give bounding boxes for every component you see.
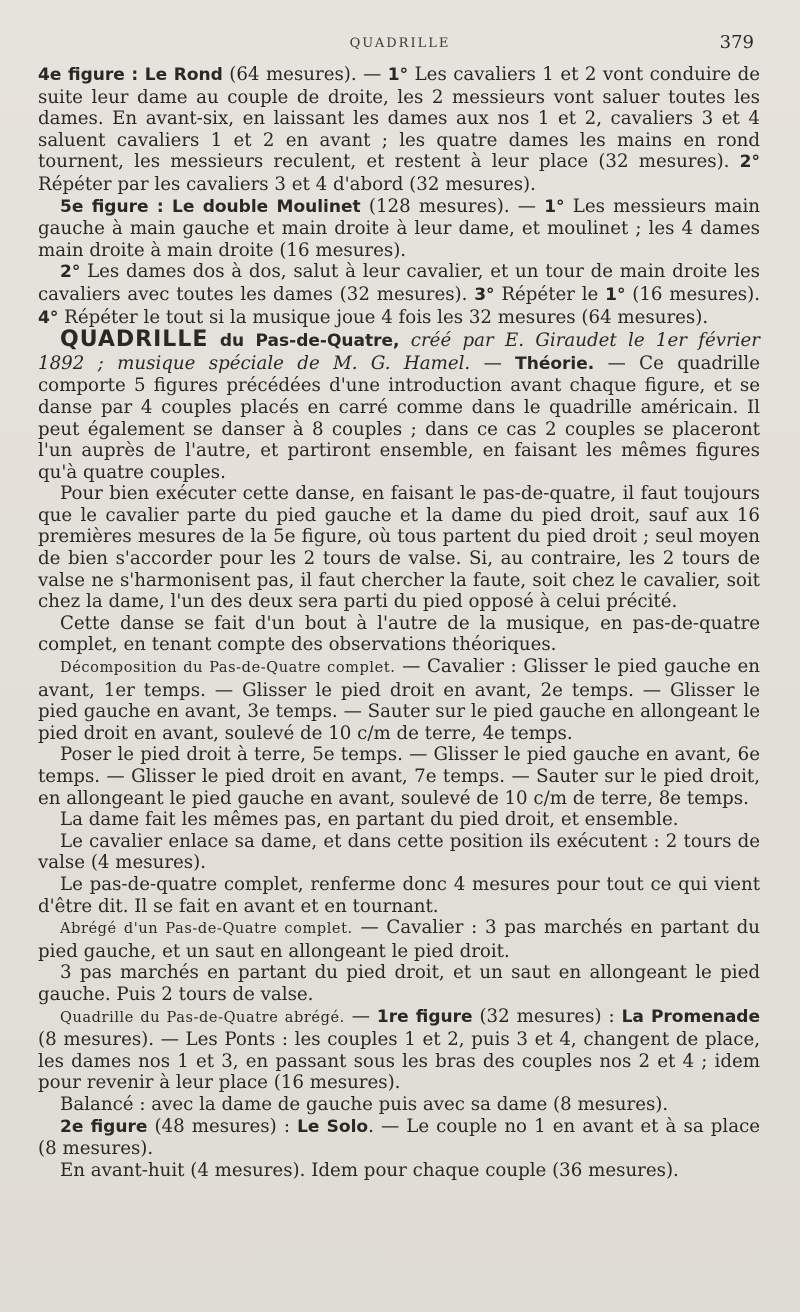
paragraph-la-dame — [38, 809, 760, 831]
text-run: Les dames dos à dos, salut à leur cavalier, et un tour de main droite les cavaliers avec toutes les dames (32 mesures). — [38, 261, 760, 305]
text-run: Répéter par les cavaliers 3 et 4 d'abord (32 mesures). — [38, 173, 536, 195]
paragraph-4e-figure-le-rond — [38, 64, 760, 196]
text-run: . — Le couple no 1 en avant et à sa place (8 mesures). — [38, 1115, 761, 1160]
text-run: 2° — [60, 262, 81, 283]
paragraph-en-avant-huit — [38, 1160, 760, 1182]
text-run: (48 mesures) : — [147, 1115, 298, 1137]
paragraph-cavalier-enlace — [38, 831, 760, 874]
text-run: Cette danse se fait d'un bout à l'autre de la musique, en pas-de-quatre complet, en tenant compte des observations théoriques. — [38, 612, 760, 656]
text-run: Abrégé d'un Pas-de-Quatre complet. — [60, 921, 353, 938]
text-run: En avant-huit (4 mesures). Idem pour chaque couple (36 mesures). — [60, 1159, 679, 1181]
text-run: 5e figure : Le double Moulinet — [60, 196, 361, 217]
text-run: Le cavalier enlace sa dame, et dans cette position ils exécutent : 2 tours de valse (4 mesures). — [38, 830, 760, 874]
text-run: créé par E. Giraudet le 1er février 1892 ; musique spéciale de M. G. Hamel. — [38, 330, 760, 374]
paragraph-moulinet-continued — [38, 261, 760, 329]
text-run: La Promenade — [621, 1006, 760, 1027]
page-body — [38, 64, 760, 1181]
text-run: Les messieurs main gauche à main gauche et main droite à leur dame, et moulinet ; les 4 dames main droite à main droite (16 mesures). — [38, 195, 760, 261]
paragraph-execution-advice — [38, 483, 760, 613]
text-run: (8 mesures). — Les Ponts : les couples 1 et 2, puis 3 et 4, changent de place, les dames nos 1 et 3, en passant sous les bras des couples nos 2 et 4 ; idem pour revenir à leur place (16 mesures). — [38, 1029, 760, 1094]
text-run: QUADRILLE — [60, 327, 209, 353]
paragraph-2e-figure-le-solo — [38, 1116, 760, 1160]
paragraph-trois-pas-marches — [38, 962, 760, 1005]
paragraph-pas-de-quatre-complet — [38, 874, 760, 917]
text-run: 1° — [387, 65, 409, 85]
text-run: (32 mesures) : — [472, 1005, 622, 1027]
paragraph-quadrille-abrege-1re-figure — [38, 1006, 760, 1094]
text-run: 1re figure — [376, 1006, 473, 1027]
paragraph-abrege — [38, 917, 760, 962]
paragraph-balance — [38, 1094, 760, 1116]
text-run: — Cavalier : Glisser le pied gauche en avant, 1er temps. — Glisser le pied droit en avant, 2e temps. — Glisser le pied gauche en avant, 3e temps. — Sauter sur le pied gauche en allongeant le pied droit en avant, soulevé de 10 c/m de terre, 4e temps. — [38, 656, 760, 744]
text-run: 2e figure — [60, 1116, 148, 1137]
text-run: 1° — [605, 284, 626, 305]
text-run: — — [344, 1005, 377, 1027]
paragraph-danse-bout-a-bout — [38, 613, 760, 656]
text-run: du Pas-de-Quatre, — [208, 331, 400, 352]
paragraph-5e-figure-double-moulinet — [38, 196, 760, 262]
text-run: 1° — [544, 196, 565, 217]
text-run: 3 pas marchés en partant du pied droit, et un saut en allongeant le pied gauche. Puis 2 tours de valse. — [38, 962, 760, 1005]
text-run: Répéter le — [494, 283, 606, 305]
page-header — [0, 30, 800, 60]
paragraph-quadrille-pas-de-quatre-intro — [38, 329, 760, 483]
text-run: Quadrille du Pas-de-Quatre abrégé. — [60, 1009, 345, 1026]
text-run: Balancé : avec la dame de gauche puis avec sa dame (8 mesures). — [60, 1093, 669, 1115]
page-number: 379 — [719, 32, 754, 53]
text-run: — Ce quadrille comporte 5 figures précédées d'une introduction avant chaque figure, et se danse par 4 couples placés en carré comme dans le quadrille américain. Il peut également se danser à 8 couples ; dans ce cas 2 couples se placeront l'un auprès de l'autre, et partiront ensemble, en faisant les mêmes figures qu'à quatre couples. — [38, 352, 760, 483]
running-head: QUADRILLE — [349, 36, 451, 51]
text-run: Décomposition du Pas-de-Quatre complet. — [60, 660, 396, 677]
text-run: Le pas-de-quatre complet, renferme donc 4 mesures pour tout ce qui vient d'être dit. Il se fait en avant et en tournant. — [38, 873, 760, 917]
text-run: Poser le pied droit à terre, 5e temps. — Glisser le pied gauche en avant, 6e temps. — Glisser le pied droit en avant, 7e temps. — Sauter sur le pied droit, en allongeant le pied gauche en avant, soulevé de 10 c/m de terre, 8e temps. — [38, 744, 760, 809]
text-run: Théorie. — [515, 353, 595, 374]
paragraph-poser-pied-droit — [38, 744, 760, 809]
text-run: 2° — [739, 152, 760, 173]
paragraph-decomposition — [38, 656, 760, 744]
text-run: (128 mesures). — — [360, 195, 545, 217]
text-run: — Cavalier : 3 pas marchés en partant du pied gauche, et un saut en allongeant le pied droit. — [38, 917, 760, 962]
text-run: Le Solo — [297, 1116, 369, 1137]
text-run: 4e figure : Le Rond — [38, 65, 223, 85]
text-run: Pour bien exécuter cette danse, en faisant le pas-de-quatre, il faut toujours que le cavalier parte du pied gauche et la dame du pied droit, sauf aux 16 premières mesures de la 5e figure, où tous partent du pied droit ; seul moyen de bien s'accorder pour les 2 tours de valse. Si, au contraire, les 2 tours de valse ne s'harmonisent pas, il faut chercher la faute, soit chez le cavalier, soit chez la dame, l'un des deux sera parti du pied opposé à celui précité. — [38, 483, 760, 613]
text-run: Répéter le tout si la musique joue 4 fois les 32 mesures (64 mesures). — [58, 306, 709, 328]
text-run: 4° — [38, 307, 59, 328]
text-run: Les cavaliers 1 et 2 vont conduire de suite leur dame au couple de droite, les 2 messieurs vont saluer toutes les dames. En avant-six, en laissant les dames aux nos 1 et 2, cavaliers 3 et 4 saluent cavaliers 1 et 2 en avant ; les quatre dames les mains en rond tournent, les messieurs reculent, et restent à leur place (32 mesures). — [38, 64, 760, 173]
text-run: (64 mesures). — — [222, 64, 388, 85]
text-run: La dame fait les mêmes pas, en partant du pied droit, et ensemble. — [60, 809, 679, 831]
text-run: (16 mesures). — [625, 283, 760, 305]
text-run: — — [470, 352, 516, 374]
text-run: 3° — [474, 284, 495, 305]
